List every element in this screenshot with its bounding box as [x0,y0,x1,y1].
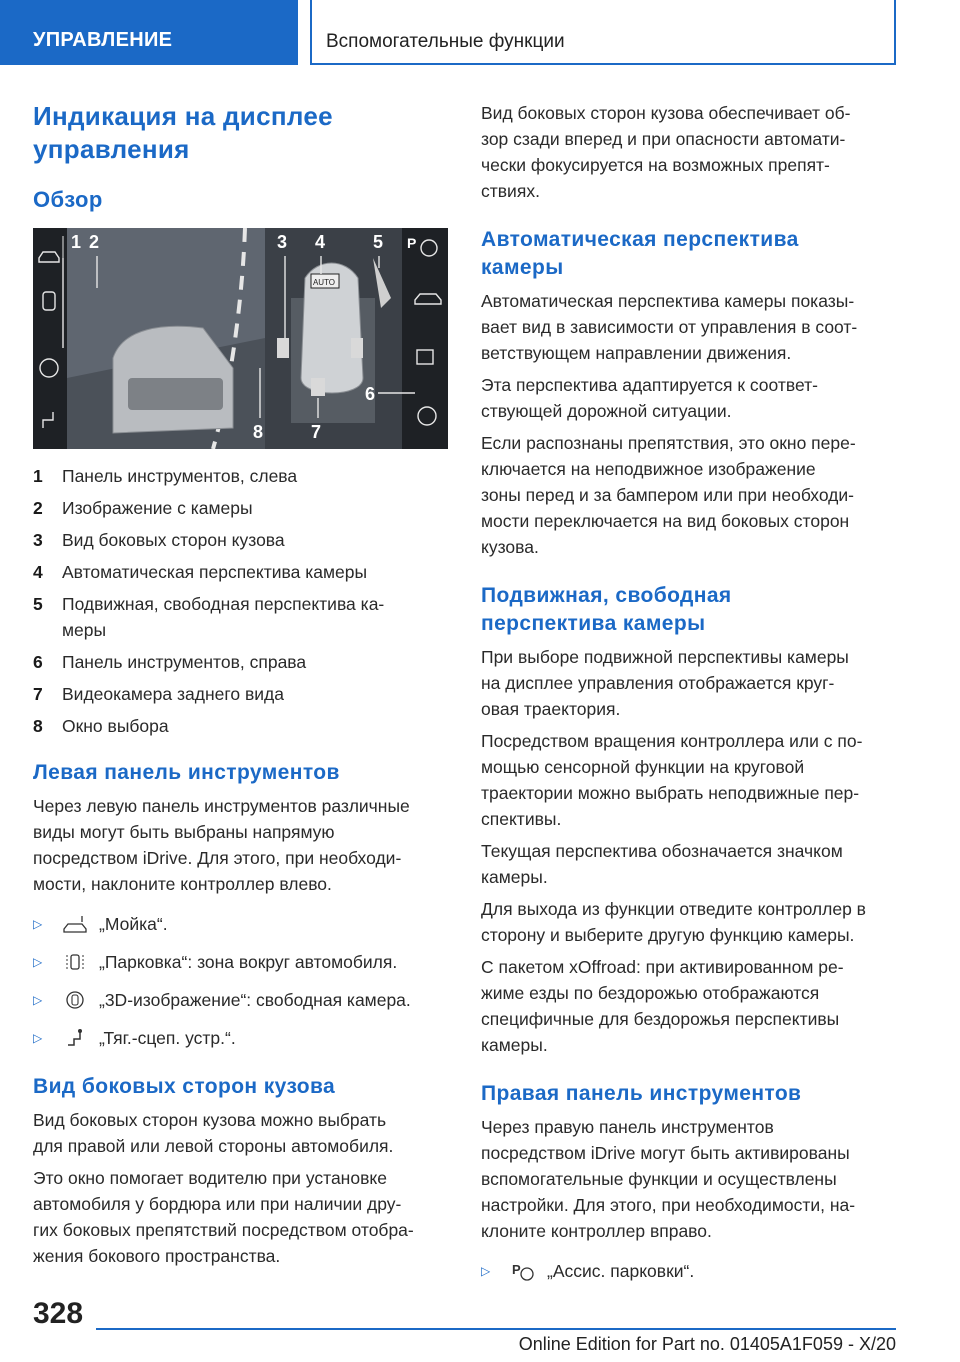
bullet-triangle-icon: ▷ [33,1031,43,1045]
right-panel-heading: Правая панель инструментов [481,1082,802,1105]
legend-item [33,559,448,585]
parking-assist-icon [505,1259,541,1283]
figure-legend [33,463,448,739]
legend-item [33,527,448,553]
bullet-triangle-icon: ▷ [33,955,43,969]
legend-text: Окно выбора [62,716,169,736]
overview-heading: Обзор [33,187,103,212]
bullet-label: „Парковка“: зона вокруг автомобиля. [99,952,398,972]
legend-item [33,649,448,675]
auto-paragraph-3: Если распознаны препятствия, это окно пере- ключается на неподвижное изображение зоны перед и за бампером или при необходи- мости переключается на вид боковых сторон кузова. [481,433,856,557]
bullet-trailer-hitch [33,1025,448,1051]
right-column [481,100,901,1296]
bullet-label: „Тяг.-сцеп. устр.“. [99,1028,236,1048]
legend-num: 4 [33,562,43,582]
legend-num: 8 [33,716,43,736]
bullet-triangle-icon: ▷ [33,917,43,931]
bullet-3d-view [33,987,448,1013]
legend-item [33,463,448,489]
bullet-triangle-icon: ▷ [33,993,43,1007]
auto-perspective-heading: Автоматическая перспектива камеры [481,228,799,279]
callout-2: 2 [89,232,100,252]
header-section-label: УПРАВЛЕНИЕ [33,29,173,51]
bullet-label: „Ассис. парковки“. [547,1261,695,1281]
legend-text: Вид боковых сторон кузова [62,530,285,550]
bullet-triangle-icon: ▷ [481,1264,491,1278]
side-view-paragraph-3: Вид боковых сторон кузова обеспечивает об- зор сзади вперед и при опасности автомати- чески фокусируется на возможных препят- ствиях. [481,103,851,201]
legend-item [33,495,448,521]
bullet-parking [33,949,448,975]
bullet-parking-assist [481,1258,901,1284]
legend-item [33,713,448,739]
camera-display-illustration [33,228,448,449]
left-panel-heading: Левая панель инструментов [33,761,340,784]
legend-item [33,591,448,643]
callout-1: 1 [71,232,82,252]
svg-text:P: P [512,1262,521,1277]
footer-divider [96,1328,896,1330]
auto-paragraph-2: Эта перспектива адаптируется к соответ- ствующей дорожной ситуации. [481,375,818,421]
legend-text: Автоматическая перспектива камеры [62,562,368,582]
legend-num: 1 [33,466,43,486]
footer-edition: Online Edition for Part no. 01405A1F059 - X/20 [518,1334,896,1354]
legend-text: Изображение с камеры [62,498,253,518]
callout-8: 8 [253,422,264,442]
page-title: Индикация на дисплее управления [33,101,333,164]
free-perspective-heading: Подвижная, свободная перспектива камеры [481,584,732,635]
car-wash-icon [57,912,93,936]
parking-zone-icon [57,950,93,974]
header-chapter-label: Вспомогательные функции [326,31,565,52]
3d-view-icon [57,988,93,1012]
page-number: 328 [33,1297,84,1330]
side-view-paragraph-1: Вид боковых сторон кузова можно выбрать для правой или левой стороны автомобиля. [33,1110,394,1156]
legend-item [33,681,448,707]
legend-num: 7 [33,684,43,704]
callout-6: 6 [365,384,376,404]
legend-num: 3 [33,530,43,550]
legend-text: Подвижная, свободная перспектива ка- меры [62,594,385,640]
bullet-label: „3D-изображение“: свободная камера. [99,990,411,1010]
free-paragraph-1: При выборе подвижной перспективы камеры на дисплее управления отображается круг- овая траектория. [481,647,849,719]
legend-num: 5 [33,594,43,614]
free-paragraph-5: С пакетом xOffroad: при активированном ре- жиме езды по бездорожью отображаются специфичные для бездорожья перспективы камеры. [481,957,844,1055]
header-chapter [310,0,896,65]
callout-5: 5 [373,232,384,252]
right-panel-text: Через правую панель инструментов посредством iDrive могут быть активированы вспомогательные функции и осуществлены настройки. Для этого, при необходимости, на- клоните контроллер вправо. [481,1117,856,1241]
header-section [0,0,298,65]
left-panel-text: Через левую панель инструментов различные виды могут быть выбраны напрямую посредством iDrive. Для этого, при необходи- мости, наклоните контроллер влево. [33,796,410,894]
left-column [33,100,448,1275]
side-view-paragraph-2: Это окно помогает водителю при установке автомобиля у бордюра или при наличии дру- гих боковых препятствий посредством отобра- жения бокового пространства. [33,1168,414,1266]
legend-num: 2 [33,498,43,518]
bullet-label: „Мойка“. [99,914,168,934]
legend-text: Видеокамера заднего вида [62,684,284,704]
figure-auto-label: AUTO [312,278,336,287]
free-paragraph-3: Текущая перспектива обозначается значком камеры. [481,841,843,887]
figure-p-label: P [407,235,417,251]
trailer-hitch-icon [57,1026,93,1050]
camera-display-figure [33,228,448,449]
free-paragraph-4: Для выхода из функции отведите контроллер в сторону и выберите другую функцию камеры. [481,899,866,945]
legend-text: Панель инструментов, справа [62,652,307,672]
legend-num: 6 [33,652,43,672]
side-view-heading: Вид боковых сторон кузова [33,1075,336,1098]
auto-paragraph-1: Автоматическая перспектива камеры показы- вает вид в зависимости от управления в соот- ветствующем направлении движения. [481,291,858,363]
callout-7: 7 [311,422,322,442]
legend-text: Панель инструментов, слева [62,466,298,486]
bullet-car-wash [33,911,448,937]
callout-4: 4 [315,232,326,252]
callout-3: 3 [277,232,288,252]
free-paragraph-2: Посредством вращения контроллера или с по- мощью сенсорной функции на круговой траектории можно выбрать неподвижные пер- спективы. [481,731,863,829]
